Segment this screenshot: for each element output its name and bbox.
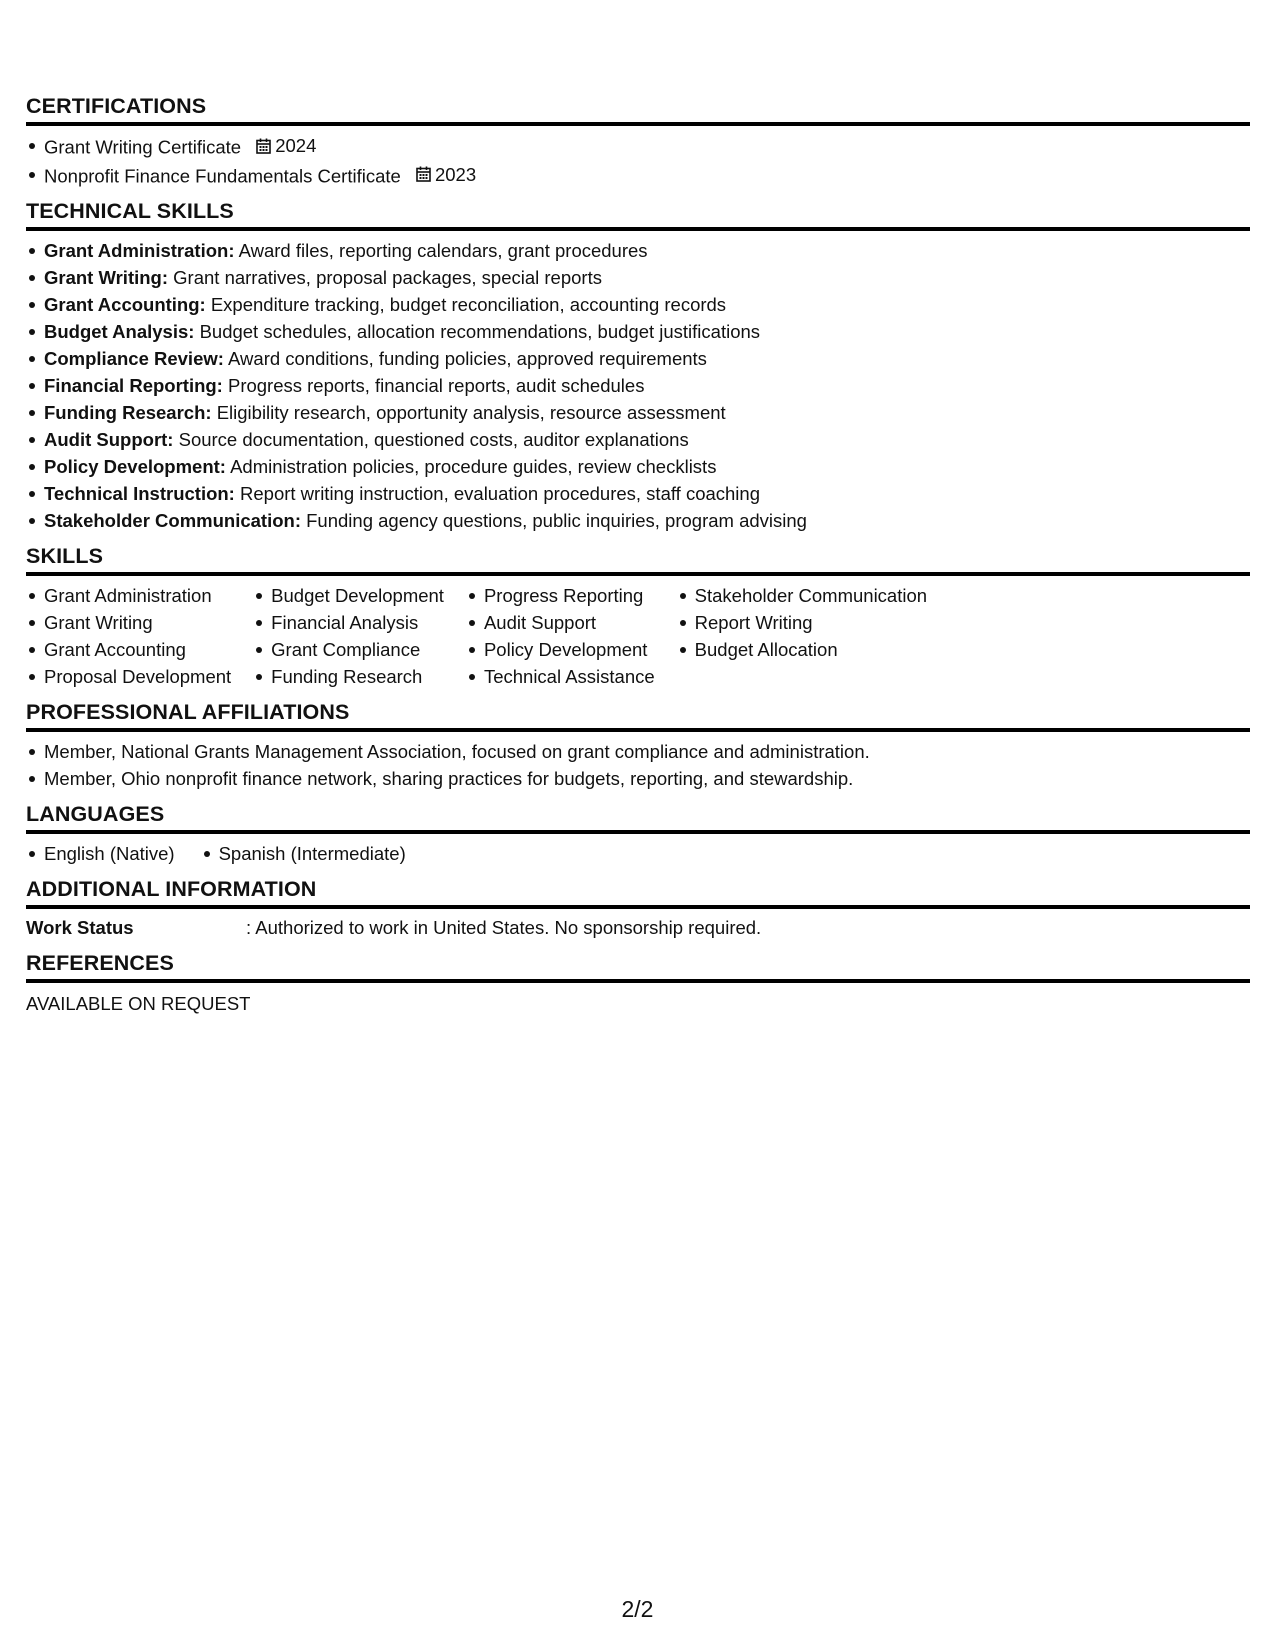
certification-name: Grant Writing Certificate [44, 136, 242, 158]
certification-year: 2024 [275, 135, 317, 156]
certifications-section [26, 94, 1250, 189]
technical-skill-item [26, 426, 1250, 453]
skill-item: Policy Development [466, 636, 655, 663]
technical-skill-text: Progress reports, financial reports, audit schedules [227, 375, 645, 396]
work-status-value: : Authorized to work in United States. No sponsorship required. [246, 917, 762, 938]
technical-skill-text: Report writing instruction, evaluation procedures, staff coaching [240, 483, 760, 504]
calendar-icon [256, 138, 271, 154]
technical-skill-text: Expenditure tracking, budget reconciliation, accounting records [210, 294, 727, 315]
skills-columns [26, 582, 1250, 690]
work-status-label: Work Status [26, 917, 134, 938]
technical-skills-section [26, 199, 1250, 534]
certification-year: 2023 [434, 163, 477, 185]
affiliation-item: Member, Ohio nonprofit finance network, sharing practices for budgets, reporting, and stewardship. [26, 765, 1250, 792]
technical-skill-item [26, 372, 1250, 399]
technical-skill-text: Funding agency questions, public inquiries, program advising [306, 510, 807, 531]
section-heading-languages: LANGUAGES [26, 802, 1250, 834]
technical-skill-text: Source documentation, questioned costs, auditor explanations [178, 429, 689, 450]
technical-skills-list [26, 237, 1250, 534]
technical-skill-item [26, 264, 1250, 291]
section-heading-affiliations: PROFESSIONAL AFFILIATIONS [26, 700, 1250, 732]
certification-name: Nonprofit Finance Fundamentals Certificate [44, 165, 401, 186]
technical-skill-item [26, 318, 1250, 345]
technical-skill-item [26, 453, 1250, 480]
technical-skill-label: Budget Analysis: [44, 321, 195, 342]
references-section [26, 951, 1250, 1017]
technical-skill-label: Audit Support: [44, 429, 174, 450]
technical-skill-label: Policy Development: [44, 456, 226, 477]
skill-item: Budget Allocation [677, 636, 927, 663]
skills-column-4 [677, 582, 927, 690]
skill-item: Budget Development [253, 582, 444, 609]
technical-skill-label: Compliance Review: [44, 348, 224, 369]
skill-item: Grant Administration [26, 582, 231, 609]
technical-skill-label: Stakeholder Communication: [44, 510, 301, 531]
section-heading-additional-info: ADDITIONAL INFORMATION [26, 877, 1250, 909]
affiliations-section [26, 700, 1250, 792]
references-text: AVAILABLE ON REQUEST [26, 993, 251, 1014]
skills-column-2 [253, 582, 444, 690]
skills-column-3 [466, 582, 655, 690]
skill-item: Technical Assistance [466, 663, 655, 690]
skill-item: Grant Writing [26, 609, 231, 636]
section-heading-technical-skills: TECHNICAL SKILLS [26, 199, 1250, 231]
technical-skill-label: Funding Research: [44, 402, 212, 423]
technical-skill-item [26, 345, 1250, 372]
calendar-icon [416, 166, 431, 182]
additional-info-section [26, 877, 1250, 941]
skill-item: Financial Analysis [253, 609, 444, 636]
technical-skill-label: Grant Administration: [44, 240, 235, 261]
technical-skill-item [26, 480, 1250, 507]
skill-item: Progress Reporting [466, 582, 655, 609]
technical-skill-text: Eligibility research, opportunity analysis, resource assessment [216, 402, 726, 423]
section-heading-references: REFERENCES [26, 951, 1250, 983]
technical-skill-label: Technical Instruction: [44, 483, 235, 504]
section-heading-skills: SKILLS [26, 544, 1250, 576]
language-item: English (Native) [26, 840, 175, 867]
skills-section [26, 544, 1250, 690]
technical-skill-text: Award conditions, funding policies, approved requirements [228, 348, 707, 369]
certification-date [416, 161, 476, 188]
skill-item: Grant Compliance [253, 636, 444, 663]
languages-list [26, 840, 1250, 867]
technical-skill-item [26, 399, 1250, 426]
technical-skill-label: Financial Reporting: [44, 375, 223, 396]
technical-skill-text: Award files, reporting calendars, grant procedures [238, 240, 648, 261]
certification-item [26, 132, 1250, 161]
technical-skill-text: Administration policies, procedure guides, review checklists [230, 456, 717, 477]
languages-section [26, 802, 1250, 867]
technical-skill-item [26, 291, 1250, 318]
section-heading-certifications: CERTIFICATIONS [26, 94, 1250, 126]
language-item: Spanish (Intermediate) [201, 840, 406, 867]
skill-item: Proposal Development [26, 663, 231, 690]
affiliation-item: Member, National Grants Management Association, focused on grant compliance and administration. [26, 738, 1250, 765]
certification-date [256, 132, 316, 159]
skill-item: Grant Accounting [26, 636, 231, 663]
page-number: 2/2 [621, 1596, 654, 1622]
skill-item: Stakeholder Communication [677, 582, 927, 609]
technical-skill-text: Grant narratives, proposal packages, special reports [173, 267, 602, 288]
work-status-row [26, 915, 1250, 941]
skill-item: Audit Support [466, 609, 655, 636]
resume-page [26, 94, 1250, 1027]
skills-column-1 [26, 582, 231, 690]
technical-skill-text: Budget schedules, allocation recommendations, budget justifications [199, 321, 761, 342]
technical-skill-label: Grant Accounting: [44, 294, 206, 315]
skill-item: Funding Research [253, 663, 444, 690]
affiliations-list [26, 738, 1250, 792]
certifications-list [26, 132, 1250, 189]
technical-skill-item [26, 237, 1250, 264]
technical-skill-item [26, 507, 1250, 534]
skill-item: Report Writing [677, 609, 927, 636]
certification-item [26, 161, 1250, 190]
technical-skill-label: Grant Writing: [44, 267, 169, 288]
